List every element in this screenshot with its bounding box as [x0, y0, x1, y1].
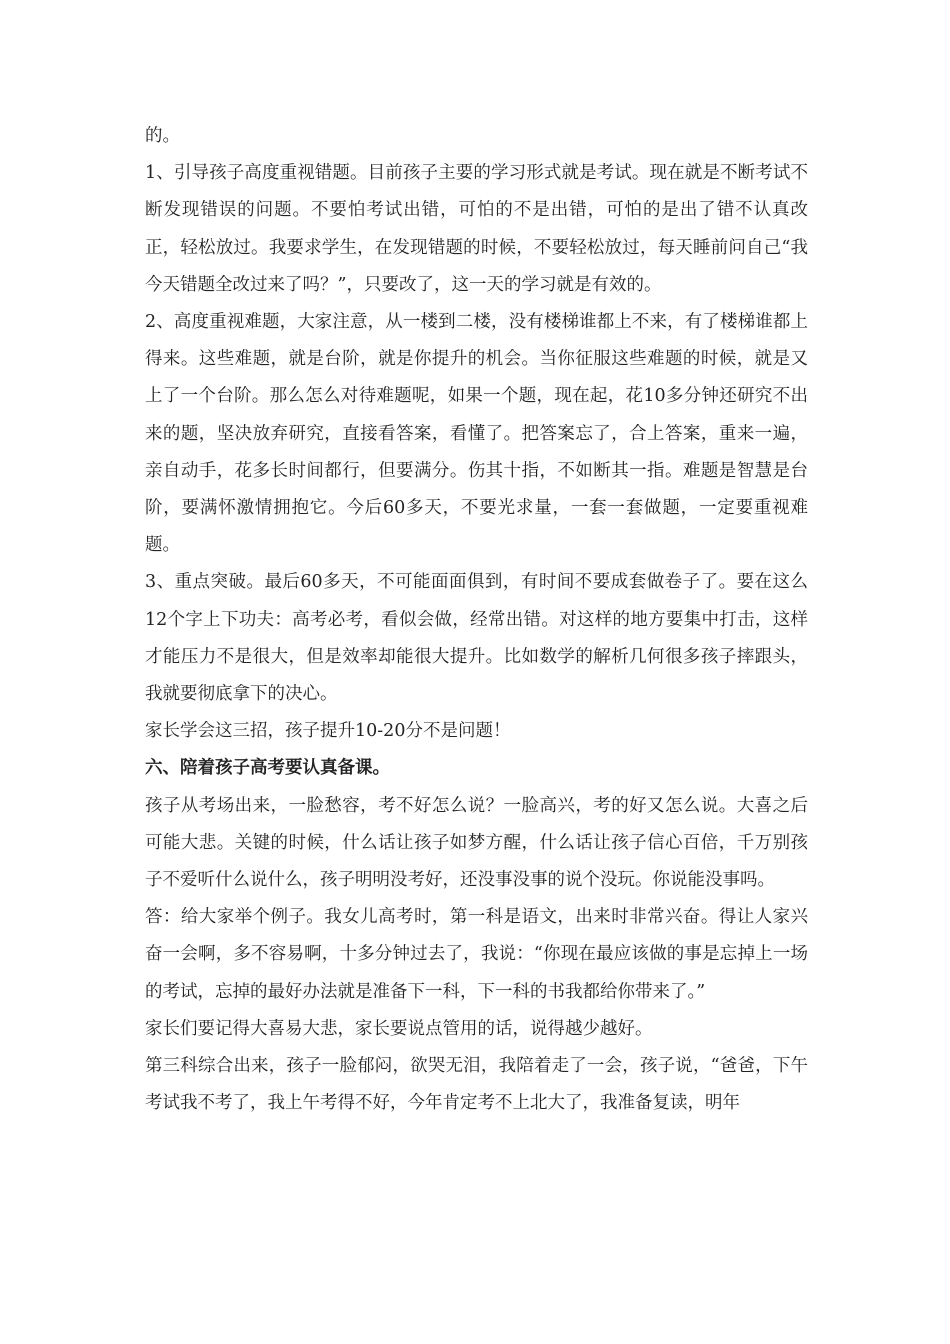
- paragraph-question: 孩子从考场出来，一脸愁容，考不好怎么说？一脸高兴，考的好又怎么说。大喜之后可能大悲。关键的时候，什么话让孩子如梦方醒，什么话让孩子信心百倍，千万别孩子不爱听什么说什么，孩子明明没考好，还没事没事的说个没玩。你说能没事吗。: [145, 795, 808, 891]
- paragraph-item-3-key-breakthrough: 3、重点突破。最后60多天，不可能面面俱到，有时间不要成套做卷子了。要在这么12个字上下功夫：高考必考，看似会做，经常出错。对这样的地方要集中打击，这样才能压力不是很大，但是效率却能很大提升。比如数学的解析几何很多孩子摔跟头，我就要彻底拿下的决心。: [145, 572, 808, 705]
- paragraph-summary: 家长学会这三招，孩子提升10-20分不是问题！: [145, 721, 511, 742]
- paragraph-answer: 答：给大家举个例子。我女儿高考时，第一科是语文，出来时非常兴奋。得让人家兴奋一会啊，多不容易啊，十多分钟过去了，我说：“你现在最应该做的事是忘掉上一场的考试，忘掉的最好办法就是准备下一科，下一科的书我都给你带来了。”: [145, 907, 808, 1002]
- paragraph-item-1-wrong-questions: 1、引导孩子高度重视错题。目前孩子主要的学习形式就是考试。现在就是不断考试不断发现错误的问题。不要怕考试出错，可怕的不是出错，可怕的是出了错不认真改正，轻松放过。我要求学生，在发现错题的时候，不要轻松放过，每天睡前问自己“我今天错题全改过来了吗？”，只要改了，这一天的学习就是有效的。: [145, 163, 808, 295]
- paragraph-continuation: 的。: [145, 126, 180, 146]
- document-body: [145, 118, 808, 1122]
- paragraph-third-subject: 第三科综合出来，孩子一脸郁闷，欲哭无泪，我陪着走了一会，孩子说，“爸爸，下午考试我不考了，我上午考得不好，今年肯定考不上北大了，我准备复读，明年: [145, 1056, 808, 1114]
- section-heading-six: 六、陪着孩子高考要认真备课。: [145, 758, 390, 779]
- paragraph-reminder: 家长们要记得大喜易大悲，家长要说点管用的话，说得越少越好。: [145, 1018, 653, 1039]
- paragraph-item-2-hard-questions: 2、高度重视难题，大家注意，从一楼到二楼，没有楼梯谁都上不来，有了楼梯谁都上得来。这些难题，就是台阶，就是你提升的机会。当你征服这些难题的时候，就是又上了一个台阶。那么怎么对待难题呢，如果一个题，现在起，花10多分钟还研究不出来的题，坚决放弃研究，直接看答案，看懂了。把答案忘了，合上答案，重来一遍，亲自动手，花多长时间都行，但要满分。伤其十指，不如断其一指。难题是智慧是台阶，要满怀激情拥抱它。今后60多天，不要光求量，一套一套做题，一定要重视难题。: [145, 312, 808, 556]
